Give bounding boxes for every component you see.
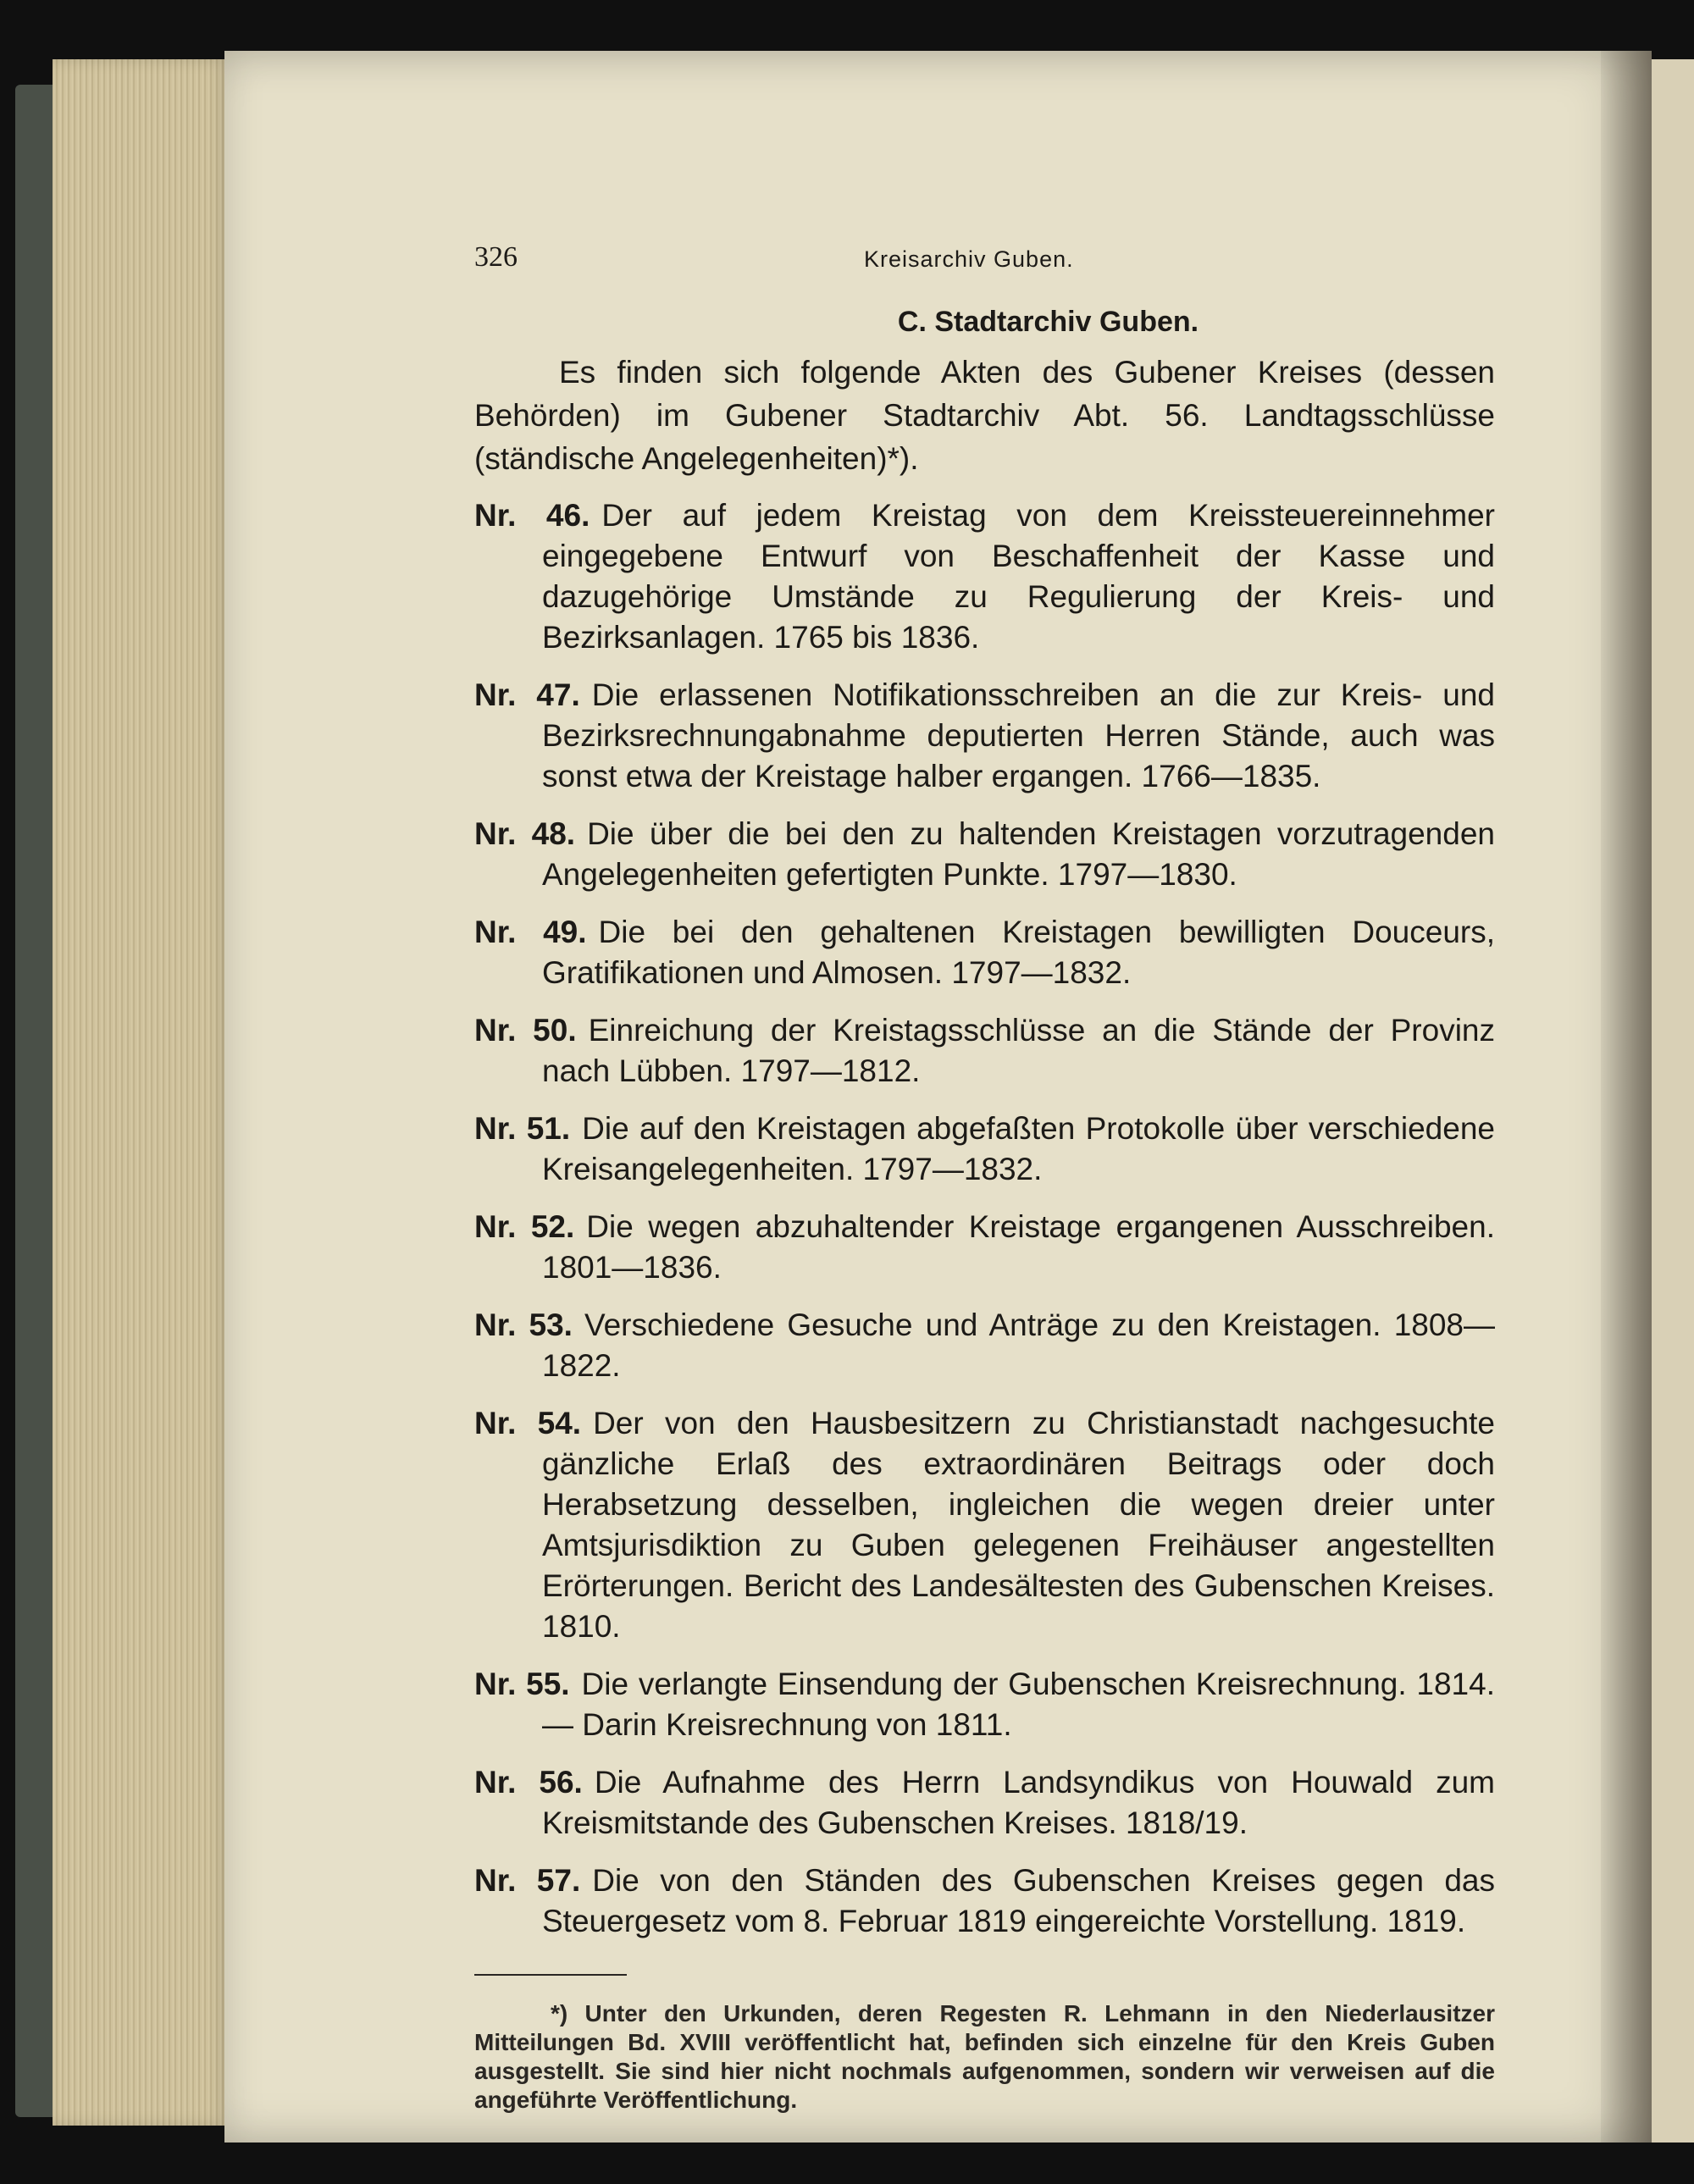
book-cover-edge: [15, 85, 58, 2117]
entry-number: Nr. 49.: [474, 915, 587, 949]
entry-number: Nr. 52.: [474, 1209, 575, 1244]
list-item: [474, 1010, 1495, 1092]
entry-number: Nr. 53.: [474, 1308, 573, 1342]
list-item: [474, 1403, 1495, 1647]
entry-number: Nr. 46.: [474, 498, 590, 533]
entry-text: Die Aufnahme des Herrn Landsyndikus von Houwald zum Kreismitstande des Gubenschen Kreises. 1818/19.: [542, 1765, 1495, 1840]
list-item: [474, 1861, 1495, 1942]
entry-text: Die verlangte Einsendung der Gubenschen Kreisrechnung. 1814. — Darin Kreisrechnung von 1811.: [542, 1667, 1495, 1742]
running-head: [474, 241, 1495, 284]
entry-number: Nr. 50.: [474, 1013, 577, 1048]
entry-text: Die erlassenen Notifikationsschreiben an die zur Kreis- und Bezirksrechnungabnahme deputierten Herren Stände, auch was sonst etwa der Kreistage halber ergangen. 1766—1835.: [542, 677, 1495, 793]
list-item: [474, 912, 1495, 993]
entry-number: Nr. 47.: [474, 677, 580, 712]
list-item: [474, 1762, 1495, 1844]
entry-number: Nr. 54.: [474, 1406, 582, 1440]
entry-text: Verschiedene Gesuche und Anträge zu den Kreistagen. 1808—1822.: [542, 1308, 1496, 1383]
list-item: [474, 675, 1495, 797]
footnote-divider: [474, 1974, 627, 1976]
list-item: [474, 1109, 1495, 1190]
entry-list: [474, 495, 1495, 1942]
list-item: [474, 1664, 1495, 1745]
page-number: 326: [474, 241, 518, 273]
entry-text: Der auf jedem Kreistag von dem Kreissteuereinnehmer eingegebene Entwurf von Beschaffenheit der Kasse und dazugehörige Umstände zu Regulierung der Kreis- und Bezirksanlagen. 1765 bis 1836.: [542, 498, 1495, 655]
entry-text: Die auf den Kreistagen abgefaßten Protokolle über verschiedene Kreisangelegenheiten. 1797—1832.: [542, 1111, 1495, 1186]
entry-text: Die über die bei den zu haltenden Kreistagen vorzutragenden Angelegenheiten gefertigten Punkte. 1797—1830.: [542, 816, 1495, 892]
page-content: [474, 241, 1495, 2138]
list-item: [474, 814, 1495, 895]
intro-paragraph: Es finden sich folgende Akten des Gubener Kreises (dessen Behörden) im Gubener Stadtarchiv Abt. 56. Landtagsschlüsse (ständische Angelegenheiten)*).: [474, 355, 1495, 476]
page-stack-edges: [53, 59, 230, 2126]
list-item: [474, 1305, 1495, 1386]
page-gutter-shadow: [1601, 51, 1652, 2143]
entry-text: Die wegen abzuhaltender Kreistage ergangenen Ausschreiben. 1801—1836.: [542, 1209, 1495, 1285]
entry-text: Die von den Ständen des Gubenschen Kreises gegen das Steuergesetz vom 8. Februar 1819 eingereichte Vorstellung. 1819.: [542, 1863, 1495, 1938]
entry-text: Die bei den gehaltenen Kreistagen bewilligten Douceurs, Gratifikationen und Almosen. 1797—1832.: [542, 915, 1495, 990]
entry-number: Nr. 55.: [474, 1667, 570, 1701]
running-title: Kreisarchiv Guben.: [864, 246, 1074, 272]
entry-number: Nr. 48.: [474, 816, 576, 851]
footnote: *) Unter den Urkunden, deren Regesten R. Lehmann in den Niederlausitzer Mitteilungen Bd. XVIII veröffentlicht hat, befinden sich einzelne für den Kreis Guben ausgestellt. Sie sind hier nicht nochmals aufgenommen, sondern wir verweisen auf die angeführte Veröffentlichung.: [474, 2000, 1495, 2113]
entry-number: Nr. 51.: [474, 1111, 571, 1146]
entry-number: Nr. 56.: [474, 1765, 583, 1800]
entry-text: Der von den Hausbesitzern zu Christianstadt nachgesuchte gänzliche Erlaß des extraordinären Beitrags oder doch Herabsetzung desselben, ingleichen die wegen dreier unter Amtsjurisdiktion zu Guben gelegenen Freihäuser angestellten Erörterungen. Bericht des Landesältesten des Gubenschen Kreises. 1810.: [542, 1406, 1495, 1644]
entry-text: Einreichung der Kreistagsschlüsse an die Stände der Provinz nach Lübben. 1797—1812.: [542, 1013, 1495, 1088]
list-item: [474, 495, 1495, 658]
entry-number: Nr. 57.: [474, 1863, 581, 1898]
section-title: C. Stadtarchiv Guben.: [897, 306, 1199, 338]
facing-page-edge: [1652, 59, 1694, 2143]
list-item: [474, 1207, 1495, 1288]
